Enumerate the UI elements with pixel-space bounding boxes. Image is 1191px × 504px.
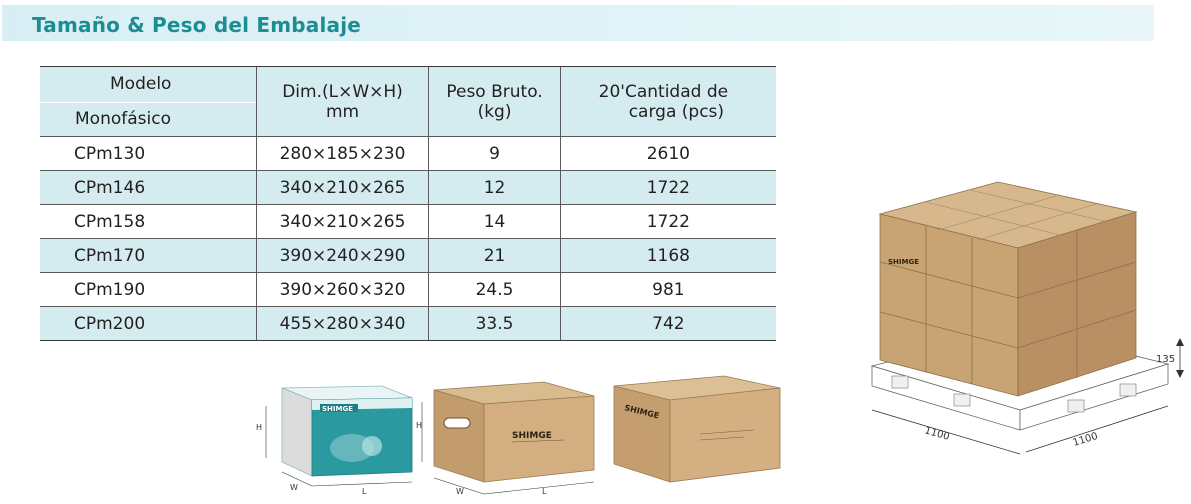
header-dimensions [256,67,429,137]
cell-dim: 455×280×340 [256,307,429,341]
cell-weight: 12 [429,171,560,205]
table-header-row [40,67,776,137]
cell-model: CPm158 [40,205,256,239]
pallet-width-label: 1100 [1071,430,1100,449]
cell-weight: 14 [429,205,560,239]
teal-box-dim-h: H [256,423,263,432]
teal-box-dim-w: W [290,483,298,492]
cell-weight: 33.5 [429,307,560,341]
cell-weight: 21 [429,239,560,273]
handle-box-dim-l: L [542,487,547,496]
cell-qty: 981 [560,273,776,307]
header-weight-line2: (kg) [477,101,512,122]
table-row [40,307,776,341]
table-row [40,137,776,171]
header-model-line2: Monofásico [75,109,171,129]
header-qty-line1: 20'Cantidad de [598,81,729,102]
cell-model: CPm146 [40,171,256,205]
table-row [40,205,776,239]
header-dim-line2: mm [325,101,360,122]
cell-dim: 340×210×265 [256,171,429,205]
cell-qty: 2610 [560,137,776,171]
handle-box-dim-w: W [456,487,464,496]
packing-spec-table [40,66,776,341]
pallet-stack-illustration [858,178,1188,460]
teal-box-brand: SHIMGE [322,405,353,413]
page-title: Tamaño & Peso del Embalaje [32,13,362,37]
teal-color-box-illustration [252,378,422,498]
table-row [40,273,776,307]
cell-model: CPm200 [40,307,256,341]
pallet-length-label: 1100 [923,425,951,443]
cell-dim: 280×185×230 [256,137,429,171]
cell-dim: 390×240×290 [256,239,429,273]
cell-weight: 9 [429,137,560,171]
cell-qty: 1168 [560,239,776,273]
header-weight-line1: Peso Bruto. [446,81,543,102]
header-quantity [560,67,776,137]
pallet-height-label: 135 [1156,354,1176,365]
cell-model: CPm130 [40,137,256,171]
cell-dim: 340×210×265 [256,205,429,239]
header-model-line1: Modelo [110,74,172,94]
table-row [40,239,776,273]
cell-qty: 1722 [560,171,776,205]
handle-box-brand: SHIMGE [512,431,552,441]
table-row [40,171,776,205]
header-model [40,67,256,137]
cardboard-box-with-handle-illustration [414,370,604,500]
cell-weight: 24.5 [429,273,560,307]
cell-dim: 390×260×320 [256,273,429,307]
cell-model: CPm170 [40,239,256,273]
header-dim-line1: Dim.(L×W×H) [282,81,403,102]
cell-qty: 742 [560,307,776,341]
pallet-box-brand: SHIMGE [888,258,919,266]
header-bar [2,5,1154,41]
handle-box-dim-h: H [416,421,423,430]
plain-cardboard-box-illustration [604,372,794,492]
plain-box-brand: SHIMGE [623,403,661,421]
header-qty-line2: carga (pcs) [628,101,725,122]
header-weight [429,67,560,137]
cell-qty: 1722 [560,205,776,239]
cell-model: CPm190 [40,273,256,307]
teal-box-dim-l: L [362,487,367,496]
